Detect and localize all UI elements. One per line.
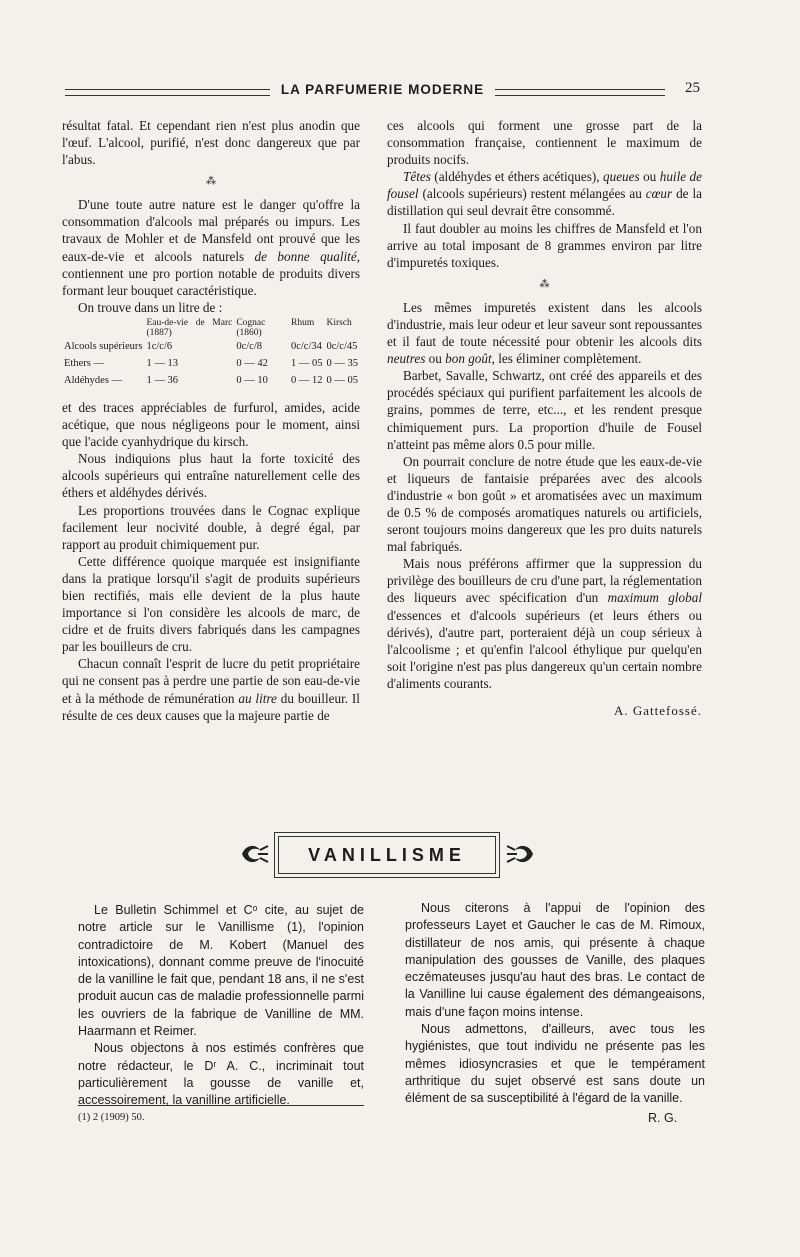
table-row bbox=[62, 372, 360, 389]
table-header-row bbox=[62, 318, 360, 338]
table-cell: 1 — 05 bbox=[290, 357, 323, 369]
table-header-cell: Rhum bbox=[290, 317, 315, 328]
footnote-rule bbox=[78, 1105, 364, 1106]
paragraph: Les mêmes impuretés existent dans les alcools d'industrie, mais leur odeur et leur saveur sont repoussantes et il faut de toute nécessité pour obtenir les alcools dits neutres ou bon goût, les éliminer complètement. bbox=[387, 299, 702, 367]
table-cell: 0c/c/45 bbox=[326, 340, 358, 352]
paragraph: On trouve dans un litre de : bbox=[78, 299, 223, 315]
table-cell: 1c/c/6 bbox=[146, 340, 173, 352]
paragraph: Il faut doubler au moins les chiffres de Mansfeld et l'on arrive au total imposant de 8 grammes environ par litre d'impuretés toxiques. bbox=[387, 220, 702, 270]
paragraph: Nous indiquions plus haut la forte toxicité des alcools supérieurs qui entraîne naturellement celle des éthers et aldéhydes dérivés. bbox=[62, 451, 360, 501]
paragraph: Le Bulletin Schimmel et Cᵒ cite, au sujet de notre article sur le Vanillisme (1), l'opinion contradictoire de M. Kobert (Manuel des intoxications), donnant comme preuve de l'inocuité de la vanilline le fait que, pendant 18 ans, il ne s'est produit aucun cas de maladie professionnelle parmi les ouvriers de la fabrique de Vanilline de MM. Haarmann et Reimer. bbox=[78, 903, 364, 1039]
table-cell: 1 — 13 bbox=[146, 357, 178, 369]
table-header-cell: Kirsch bbox=[326, 317, 352, 328]
paragraph: et des traces appréciables de furfurol, amides, acide acétique, que nous négligeons pour le moment, ainsi que l'acide cyanhydrique du kirsch. bbox=[62, 399, 360, 450]
table-cell: Ethers — bbox=[64, 357, 104, 369]
paragraph: Cette différence quoique marquée est insignifiante dans la pratique lorsqu'il s'agit de produits supérieurs bien rectifiés, mais elle devient de la plus haute importance si l'on considère les alcools de marc, de cidre et de fruits divers fabriqués dans les campagnes par les bouilleurs de cru. bbox=[62, 553, 360, 655]
paragraph: Barbet, Savalle, Schwartz, ont créé des appareils et des procédés spéciaux qui purifient parfaitement les alcools de grains, pommes de terre, etc..., et les rendent presque chimiquement purs. La proportion d'huile de Fousel n'atteint pas même alors 0.5 pour mille. bbox=[387, 368, 702, 452]
paragraph: On pourrait conclure de notre étude que les eaux-de-vie et liqueurs de fantaisie préparées avec des alcools d'industrie « bon goût » et aromatisées avec un maximum de 0.5 % de composés aromatiques naturels ou artificiels, seront toujours moins dangereux que les pro duits naturels mal fabriqués. bbox=[387, 453, 702, 555]
fleuron-left-icon bbox=[238, 840, 270, 868]
table-cell: 0 — 12 bbox=[290, 374, 323, 386]
table-row bbox=[62, 338, 360, 355]
paragraph: Nous admettons, d'ailleurs, avec tous les hygiénistes, que tout individu ne présente pas les mêmes idiosyncrasies et que le tempérament arthritique du sujet observé est sans doute un élément de sa susceptibilité à l'égard de la vanille. bbox=[405, 1022, 705, 1106]
paragraph: Les proportions trouvées dans le Cognac explique facilement leur nocivité double, à degré égal, par rapport au produit chimiquement pur. bbox=[62, 502, 360, 552]
section-stars: ⁂ bbox=[539, 278, 550, 290]
header-rule-left bbox=[65, 89, 270, 96]
article-column-left bbox=[62, 117, 360, 724]
paragraph: Mais nous préférons affirmer que la suppression du privilège des bouilleurs de cru d'une part, la réglementation des liqueurs avec spécification d'un maximum global d'essences et d'alcools supérieurs (et leurs éthers ou dérivés), d'autre part, porteraient déjà un coup sérieux à l'alcoolisme ; et qu'enfin l'alcool éthylique pur quelqu'en soit l'origine n'est pas plus dangereux qu'un certain nombre d'aliments courants. bbox=[387, 556, 702, 691]
table-cell: 0 — 35 bbox=[326, 357, 358, 369]
paragraph: Têtes (aldéhydes et éthers acétiques), queues ou huile de fousel (alcools supérieurs) restent mélangées au cœur de la distillation qui seul devrait être consommé. bbox=[387, 169, 702, 219]
table-cell: Alcools supérieurs bbox=[64, 340, 143, 352]
table-cell: 0c/c/34 bbox=[290, 340, 322, 352]
paragraph: Chacun connaît l'esprit de lucre du petit propriétaire qui ne consent pas à perdre une partie de son eau-de-vie et à la méthode de rémunération au litre du bouilleur. Il résulte de ces deux causes que la majeure partie de bbox=[62, 656, 360, 723]
section-stars: ⁂ bbox=[206, 176, 216, 188]
author-signature: R. G. bbox=[648, 1111, 678, 1125]
impurities-table bbox=[62, 318, 360, 389]
page-number: 25 bbox=[685, 80, 700, 96]
table-row bbox=[62, 355, 360, 372]
table-cell: 0 — 05 bbox=[326, 374, 358, 386]
vanillisme-column-right bbox=[405, 900, 705, 1108]
table-cell: 0c/c/8 bbox=[236, 340, 262, 352]
paragraph: Nous citerons à l'appui de l'opinion des professeurs Layet et Gaucher le cas de M. Rimoux, distillateur de nos amis, qui présente à chaque manipulation des gousses de Vanille, des plaques eczémateuses jusqu'au haut des bras. Le contact de la Vanilline lui cause également des démangeaisons, mais d'une façon moins intense. bbox=[405, 901, 705, 1019]
table-cell: 0 — 10 bbox=[236, 374, 268, 386]
paragraph: ces alcools qui forment une grosse part de la consommation française, contiennent le maximum de produits nocifs. bbox=[387, 118, 702, 168]
paragraph: Nous objectons à nos estimés confrères que notre rédacteur, le Dʳ A. C., incriminait tout particulièrement la gousse de vanille et, accessoirement, la vanilline artificielle. bbox=[78, 1041, 364, 1108]
journal-title: LA PARFUMERIE MODERNE bbox=[280, 82, 485, 97]
paragraph: D'une toute autre nature est le danger qu'offre la consommation d'alcools mal préparés ou impurs. Les travaux de Mohler et de Mansfeld ont prouvé que les eaux-de-vie et alcools naturels de bonne qualité, contiennent une pro portion notable de produits divers formant leur bouquet caractéristique. bbox=[62, 197, 360, 298]
author-signature: A. Gattefossé. bbox=[613, 703, 702, 718]
footnote: (1) 2 (1909) 50. bbox=[78, 1112, 145, 1123]
header-rule-right bbox=[495, 89, 665, 96]
table-cell: 1 — 36 bbox=[146, 374, 178, 386]
paragraph: résultat fatal. Et cependant rien n'est plus anodin que l'œuf. L'alcool, purifié, n'est donc dangereux que par l'abus. bbox=[62, 118, 360, 168]
table-header-cell bbox=[62, 318, 144, 338]
running-header bbox=[60, 82, 700, 102]
table-cell: Aldéhydes — bbox=[64, 374, 123, 386]
section-title-box bbox=[274, 832, 500, 878]
section-title: VANILLISME bbox=[278, 836, 496, 874]
article-column-right bbox=[387, 117, 702, 719]
table-header-cell: Eau-de-vie de Marc (1887) bbox=[146, 317, 233, 338]
table-header-cell: Cognac (1860) bbox=[236, 317, 266, 338]
vanillisme-column-left bbox=[78, 902, 364, 1110]
table-cell: 0 — 42 bbox=[236, 357, 268, 369]
fleuron-right-icon bbox=[505, 840, 537, 868]
